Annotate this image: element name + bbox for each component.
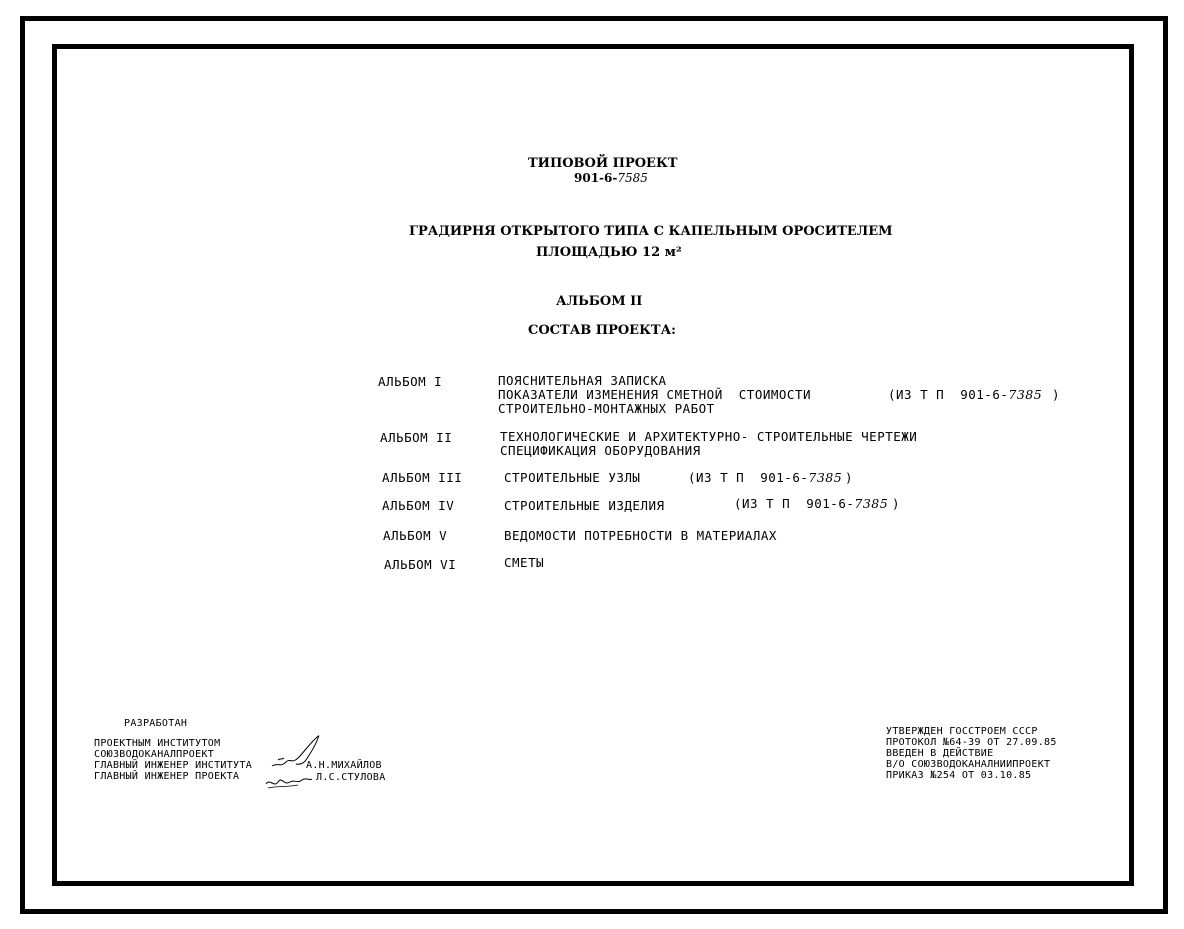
album-description-line: ВЕДОМОСТИ ПОТРЕБНОСТИ В МАТЕРИАЛАХ: [504, 528, 777, 543]
album-label: АЛЬБОМ II: [380, 430, 453, 445]
album-description-line: СТРОИТЕЛЬНЫЕ УЗЛЫ: [504, 470, 641, 485]
approval-line: В/О СОЮЗВОДОКАНАЛНИИПРОЕКТ: [886, 759, 1051, 770]
project-title-line2: ПЛОЩАДЬЮ 12 м²: [536, 245, 682, 260]
approval-block: [886, 726, 1057, 781]
album-description: [498, 374, 811, 416]
chief-engineer-project-name: Л.С.СТУЛОВА: [316, 772, 386, 783]
album-reference: [734, 496, 888, 511]
album-description: [500, 430, 917, 458]
album-number: АЛЬБОМ II: [556, 294, 643, 309]
reference-close: ): [892, 496, 901, 511]
album-description-line: СТРОИТЕЛЬНО-МОНТАЖНЫХ РАБОТ: [498, 401, 715, 416]
project-number-printed: 901-6-: [574, 171, 618, 185]
reference-prefix: (ИЗ Т П 901-6-: [688, 470, 809, 485]
album-label: АЛЬБОМ IV: [382, 498, 455, 513]
developer-institute: [94, 738, 252, 782]
album-description-line: ПОКАЗАТЕЛИ ИЗМЕНЕНИЯ СМЕТНОЙ СТОИМОСТИ: [498, 387, 811, 402]
approval-line: ПРОТОКОЛ №64-39 ОТ 27.09.85: [886, 737, 1057, 748]
institute-line: СОЮЗВОДОКАНАЛПРОЕКТ: [94, 749, 215, 760]
album-reference: [888, 387, 1042, 402]
project-number-handwritten: 7585: [617, 171, 648, 185]
reference-close: ): [1052, 387, 1061, 402]
project-title-line1: ГРАДИРНЯ ОТКРЫТОГО ТИПА С КАПЕЛЬНЫМ ОРОСИТЕЛЕМ: [409, 224, 893, 239]
chief-engineer-institute-title: ГЛАВНЫЙ ИНЖЕНЕР ИНСТИТУТА: [94, 760, 253, 771]
reference-handwritten: 7385: [854, 496, 889, 511]
album-description-line: СМЕТЫ: [504, 555, 545, 570]
approval-line: УТВЕРЖДЕН ГОССТРОЕМ СССР: [886, 726, 1038, 737]
project-number: [574, 171, 648, 185]
signature-stulova: [264, 770, 314, 792]
document-type: ТИПОВОЙ ПРОЕКТ: [528, 156, 678, 171]
reference-prefix: (ИЗ Т П 901-6-: [734, 496, 855, 511]
contents-heading: СОСТАВ ПРОЕКТА:: [528, 323, 676, 338]
album-label: АЛЬБОМ V: [383, 528, 448, 543]
approval-line: ПРИКАЗ №254 ОТ 03.10.85: [886, 770, 1032, 781]
album-label: АЛЬБОМ VI: [384, 557, 457, 572]
reference-close: ): [845, 470, 854, 485]
album-description-line: СТРОИТЕЛЬНЫЕ ИЗДЕЛИЯ: [504, 498, 665, 513]
album-description-line: ТЕХНОЛОГИЧЕСКИЕ И АРХИТЕКТУРНО- СТРОИТЕЛЬНЫЕ ЧЕРТЕЖИ: [500, 429, 918, 444]
signature-mikhailov: [270, 732, 326, 772]
reference-prefix: (ИЗ Т П 901-6-: [888, 387, 1009, 402]
album-description-line: ПОЯСНИТЕЛЬНАЯ ЗАПИСКА: [498, 373, 667, 388]
institute-line: ПРОЕКТНЫМ ИНСТИТУТОМ: [94, 738, 221, 749]
chief-engineer-project-title: ГЛАВНЫЙ ИНЖЕНЕР ПРОЕКТА: [94, 771, 240, 782]
album-label: АЛЬБОМ III: [382, 470, 463, 485]
approval-line: ВВЕДЕН В ДЕЙСТВИЕ: [886, 748, 994, 759]
reference-handwritten: 7385: [1008, 387, 1043, 402]
album-description-line: СПЕЦИФИКАЦИЯ ОБОРУДОВАНИЯ: [500, 443, 701, 458]
chief-engineer-institute-name: А.Н.МИХАЙЛОВ: [306, 760, 382, 771]
developed-heading: РАЗРАБОТАН: [124, 718, 188, 729]
reference-handwritten: 7385: [808, 470, 843, 485]
album-reference: [688, 470, 842, 485]
album-label: АЛЬБОМ I: [378, 374, 443, 389]
